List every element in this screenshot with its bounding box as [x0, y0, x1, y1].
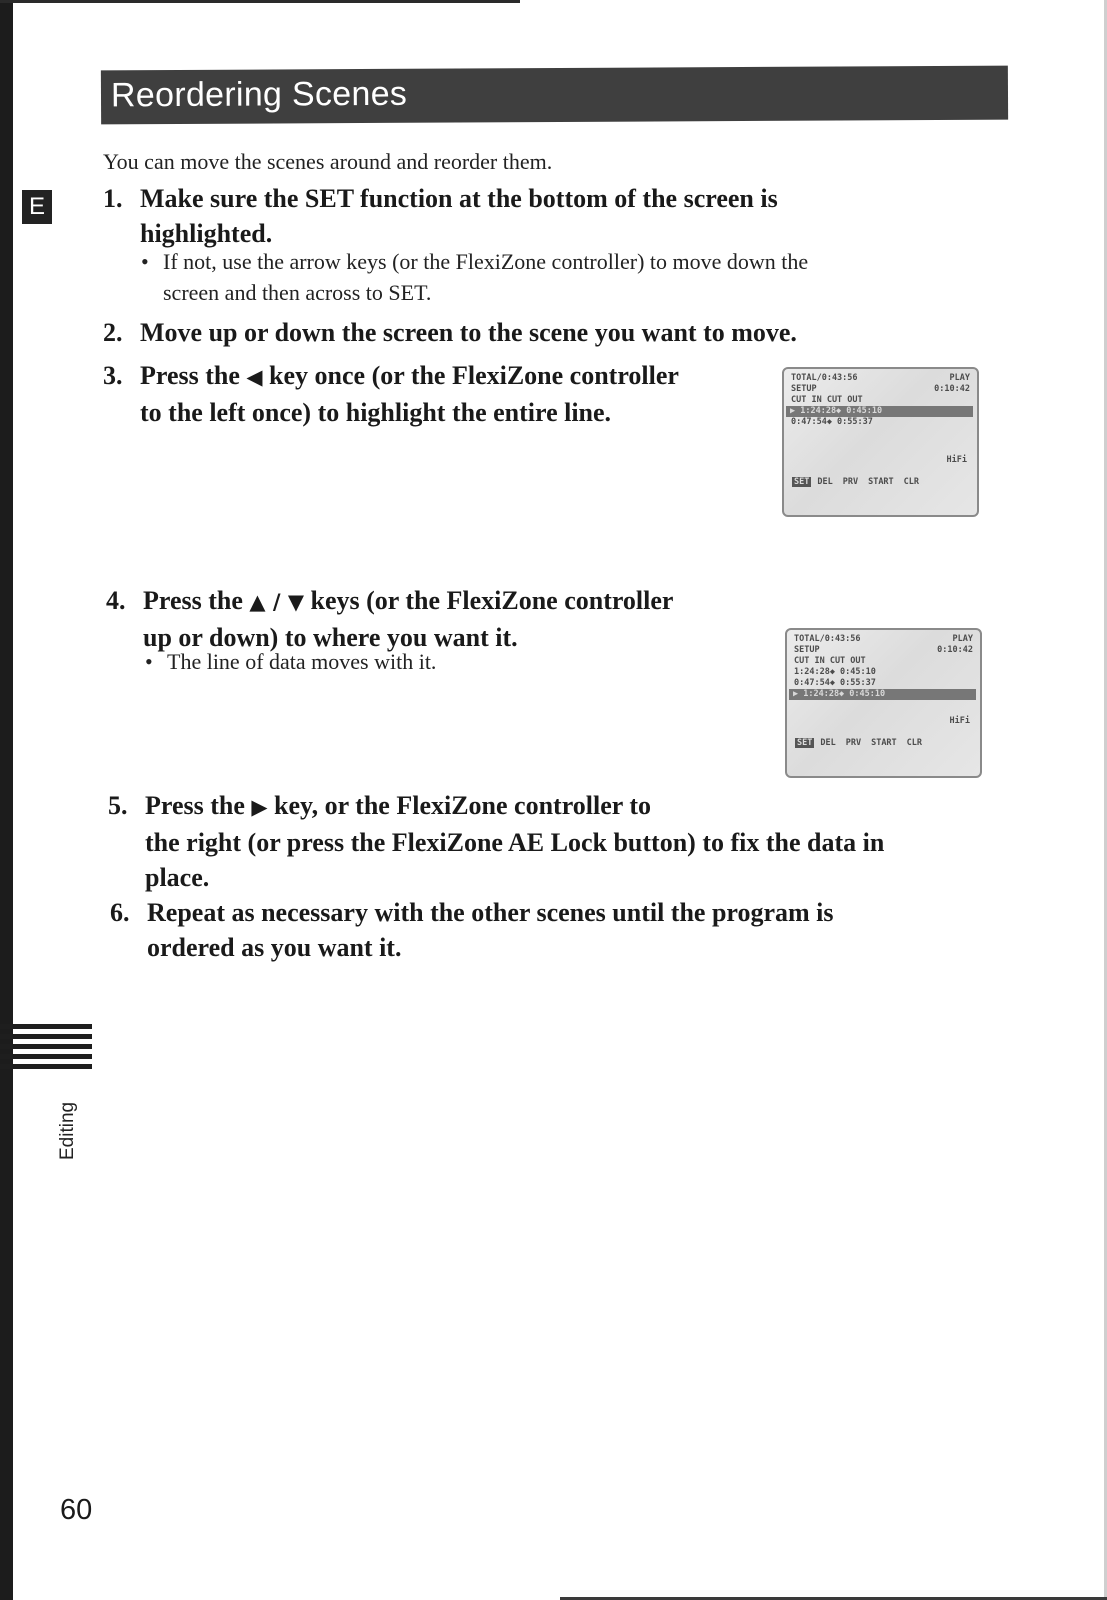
- step-line: highlighted.: [140, 219, 273, 248]
- step-5: [108, 788, 1008, 895]
- screen-mode: PLAY: [952, 634, 973, 644]
- screen-setup-time: 0:10:42: [934, 384, 970, 394]
- step-text: Press the: [140, 361, 247, 390]
- screen-setup: SETUP: [791, 384, 817, 394]
- page-top-edge: [0, 0, 520, 3]
- menu-start: START: [871, 738, 897, 748]
- menu-prv: PRV: [845, 738, 862, 748]
- bullet-line: The line of data moves with it.: [167, 649, 437, 674]
- bullet-line: screen and then across to SET.: [163, 280, 432, 305]
- screen-menu: [792, 477, 971, 487]
- step-text: Press the: [145, 791, 252, 820]
- hifi-indicator: HiFi: [946, 455, 967, 465]
- menu-set: SET: [794, 477, 810, 487]
- screen-setup-row: [791, 384, 970, 395]
- step-text: Press the: [143, 586, 250, 615]
- left-arrow-icon: ◀: [246, 365, 263, 389]
- menu-del: DEL: [817, 477, 833, 487]
- step-number: 2.: [103, 318, 123, 347]
- screen-scene-row: 1:24:28◆ 0:45:10: [794, 667, 876, 677]
- screen-scene-row: 0:47:54◆ 0:55:37: [794, 678, 876, 688]
- step-4: [106, 583, 786, 655]
- section-title-bar: [101, 66, 1008, 125]
- step-2: [103, 315, 983, 350]
- step-3: [103, 358, 783, 430]
- page-number: 60: [60, 1494, 93, 1526]
- bullet-dot: •: [141, 249, 149, 274]
- step-line: the right (or press the FlexiZone AE Lock button) to fix the data in: [145, 828, 885, 857]
- step-line: [145, 788, 1008, 825]
- step-line: Make sure the SET function at the bottom of the screen is: [140, 184, 778, 213]
- menu-del: DEL: [820, 738, 836, 748]
- bullet-dot: •: [145, 649, 153, 674]
- hifi-indicator: HiFi: [949, 716, 970, 726]
- step-number: 1.: [103, 184, 123, 213]
- step-text: key once (or the FlexiZone controller: [262, 361, 679, 390]
- screen-menu: [795, 738, 974, 748]
- menu-clr: CLR: [903, 477, 920, 487]
- step-text: keys (or the FlexiZone controller: [303, 586, 674, 615]
- step-6: [110, 895, 990, 965]
- screen-setup: SETUP: [794, 645, 820, 655]
- screen-scene-row: 0:47:54◆ 0:55:37: [791, 417, 873, 427]
- step-number: 6.: [110, 898, 130, 927]
- screen-total: TOTAL/0:43:56: [791, 373, 858, 383]
- step-line: [140, 358, 783, 395]
- screen-total-row: [791, 373, 970, 384]
- step-line: [143, 583, 786, 620]
- right-arrow-icon: ▶: [251, 795, 268, 819]
- section-tab-stripes: [0, 1024, 92, 1074]
- step-line: Move up or down the screen to the scene you want to move.: [140, 318, 797, 347]
- screen-mode: PLAY: [949, 373, 970, 383]
- step-line: to the left once) to highlight the entire line.: [140, 398, 612, 427]
- page-left-edge: [0, 0, 13, 1600]
- up-down-arrows-icon: ▲ / ▼: [249, 590, 304, 614]
- step-text: key, or the FlexiZone controller to: [267, 791, 651, 820]
- menu-set: SET: [797, 738, 813, 748]
- step-line: Repeat as necessary with the other scenes until the program is: [147, 898, 834, 927]
- side-tab-label: Editing: [57, 1101, 78, 1160]
- language-tab: E: [22, 190, 52, 224]
- step-1: [103, 181, 903, 251]
- screen-setup-row: [794, 645, 973, 656]
- screen-total-row: [794, 634, 973, 645]
- step-number: 4.: [106, 586, 126, 615]
- menu-start: START: [868, 477, 894, 487]
- camera-screen-2: [785, 628, 982, 778]
- section-title: Reordering Scenes: [110, 74, 408, 115]
- camera-screen-1: [782, 367, 979, 517]
- menu-clr: CLR: [906, 738, 923, 748]
- step-4-bullet: [145, 646, 745, 677]
- step-line: place.: [145, 863, 210, 892]
- step-1-bullet: [141, 246, 971, 308]
- step-number: 5.: [108, 791, 128, 820]
- screen-setup-time: 0:10:42: [937, 645, 973, 655]
- screen-scene-row-highlighted: ▶ 1:24:28◆ 0:45:10: [786, 406, 973, 417]
- screen-total: TOTAL/0:43:56: [794, 634, 861, 644]
- menu-prv: PRV: [842, 477, 859, 487]
- screen-column-headers: CUT IN CUT OUT: [794, 656, 866, 666]
- screen-scene-row-highlighted: ▶ 1:24:28◆ 0:45:10: [789, 689, 976, 700]
- step-line: up or down) to where you want it.: [143, 623, 518, 652]
- intro-text: You can move the scenes around and reorder them.: [103, 149, 553, 174]
- step-number: 3.: [103, 361, 123, 390]
- bullet-line: If not, use the arrow keys (or the FlexiZone controller) to move down the: [163, 249, 809, 274]
- step-line: ordered as you want it.: [147, 933, 402, 962]
- screen-column-headers: CUT IN CUT OUT: [791, 395, 863, 405]
